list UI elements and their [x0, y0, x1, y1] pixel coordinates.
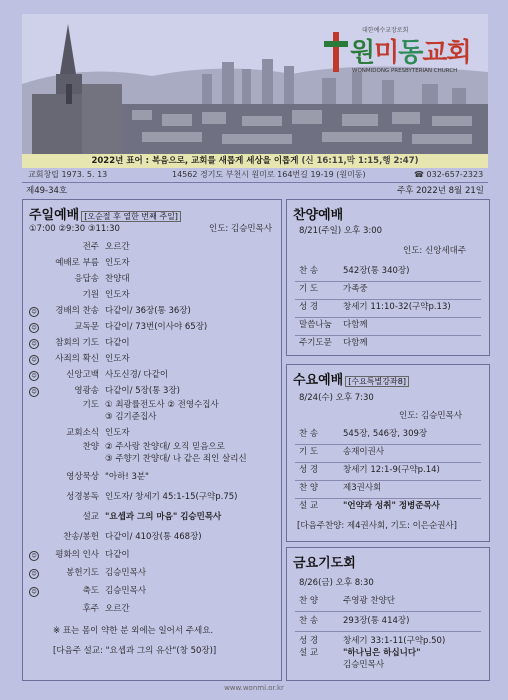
church-logo	[322, 20, 488, 82]
stand-up-icon: ☺	[29, 307, 39, 317]
divider	[295, 299, 481, 300]
sunday-officiant: 인도: 김승민목사	[209, 224, 273, 234]
standing-note: ※ 표는 몸이 약한 분 외에는 일어서 주세요.	[53, 626, 214, 636]
sunday-service-times: ①7:00 ②9:30 ③11:30	[29, 224, 120, 234]
church-name-english: WONMIDONG PRESBYTERIAN CHURCH	[352, 68, 458, 74]
denomination-label: 대한예수교장로회	[362, 27, 409, 34]
wednesday-date: 8/24(수) 오후 7:30	[299, 393, 374, 403]
stand-up-icon: ☺	[29, 569, 39, 579]
divider	[295, 498, 481, 499]
friday-date: 8/26(금) 오후 8:30	[299, 578, 374, 588]
next-sermon: [다음주 설교: "요셉과 그의 유산"(창 50장)]	[53, 646, 217, 656]
friday-prayer-section: 금요기도회 8/26(금) 오후 8:30 찬 양 주영광 찬양단 찬 송 293장(통 414장) 성 경 창세기 33:1-11(구약p.50) 설 교 "하나님은 하십니다" 김승민목사	[286, 547, 490, 681]
sunday-service-section: 주일예배 [오순절 후 열한 번째 주일] ①7:00 ②9:30 ③11:30 인도: 김승민목사 전주 오르간 예배로 부름 인도자 응답송 찬양대 기원 인도자 ☺ 경배의 찬송 다같이/ 36장(통 36장) ☺ 교독문 다같이/ 73번(이사야 65장) ☺ 참회의 기도 다같이 ☺ 사죄의 확신 인도자 ☺ 신앙고백 사도신경/ 다같이 ☺ 영광송 다같이/ 5장(통 3장) 기도 ① 최광률전도사 ② 전영수집사 ③ 김기준집사 교회소식 인도자 찬양 ② 주사랑 찬양대/ 오직 믿음으로 ③ 주향기 찬양대/ 나 같은 죄인 살리신 영상묵상 "아하! 3분" 성경봉독 인도자/ 창세기 45:1-15(구약p.75) 설교 "요셉과 그의 마음" 김승민목사 찬송/봉헌 다같이/ 410장(통 468장) ☺ 평화의 인사 다같이 ☺ 봉헌기도 김승민목사 ☺ 축도 김승민목사 후주 오르간 ※ 표는 몸이 약한 분 외에는 일어서 주세요. [다음주 설교: "요셉과 그의 유산"(창 50장)]	[22, 199, 282, 681]
praise-officiant: 인도: 신앙세대주	[403, 246, 467, 256]
yearly-motto: 2022년 표어 : 복음으로, 교회를 새롭게 세상을 이롭게 (신 16:11,막 1:15,행 2:47)	[22, 154, 488, 168]
wednesday-service-title: 수요예배 [수요특별강좌8]	[293, 369, 409, 388]
issue-date: 주후 2022년 8월 21일	[396, 186, 484, 196]
wednesday-service-subtitle: [수요특별강좌8]	[345, 376, 409, 387]
established-date: 교회창립 1973. 5. 13	[28, 170, 108, 179]
wednesday-next: [다음주찬양: 제4권사회, 기도: 이은순권사]	[297, 521, 457, 531]
divider	[295, 631, 481, 632]
wednesday-service-section: 수요예배 [수요특별강좌8] 8/24(수) 오후 7:30 인도: 김승민목사 찬 송 545장, 546장, 309장 기 도 송재이권사 성 경 창세기 12:1-9(구약p.14) 찬 양 제3권사회 설 교 "언약과 성취" 정병준목사 [다음주찬양: 제4권사회, 기도: 이은순권사]	[286, 364, 490, 542]
praise-service-section: 찬양예배 8/21(주일) 오후 3:00 인도: 신앙세대주 찬 송 542장(통 340장) 기 도 가족중 성 경 창세기 11:10-32(구약p.13) 말씀나눔 다함께 주기도문 다함께	[286, 199, 490, 356]
cross-logo-icon	[322, 32, 350, 72]
church-address: 14562 경기도 부천시 원미로 164번길 19-19 (원미동)	[172, 170, 366, 179]
divider	[295, 611, 481, 612]
issue-number: 제49-34호	[26, 186, 68, 196]
friday-prayer-title: 금요기도회	[293, 556, 356, 571]
praise-date: 8/21(주일) 오후 3:00	[299, 226, 383, 236]
divider	[295, 444, 481, 445]
stand-up-icon: ☺	[29, 323, 39, 333]
divider	[295, 480, 481, 481]
stand-up-icon: ☺	[29, 587, 39, 597]
praise-service-title: 찬양예배	[293, 208, 344, 223]
stand-up-icon: ☺	[29, 355, 39, 365]
stand-up-icon: ☺	[29, 387, 39, 397]
church-phone: ☎ 032-657-2323	[414, 170, 484, 179]
church-info-bar	[22, 168, 488, 183]
stand-up-icon: ☺	[29, 339, 39, 349]
divider	[295, 317, 481, 318]
header-banner	[22, 14, 488, 154]
divider	[295, 335, 481, 336]
stand-up-icon: ☺	[29, 371, 39, 381]
church-name: 원미동교회	[350, 38, 471, 68]
stand-up-icon: ☺	[29, 551, 39, 561]
footer-url: www.wonmi.or.kr	[224, 684, 284, 692]
issue-line	[22, 185, 488, 198]
wednesday-officiant: 인도: 김승민목사	[399, 411, 463, 421]
divider	[295, 462, 481, 463]
sunday-service-subtitle: [오순절 후 열한 번째 주일]	[81, 211, 181, 222]
divider	[295, 281, 481, 282]
sunday-service-title: 주일예배 [오순절 후 열한 번째 주일]	[29, 204, 181, 223]
